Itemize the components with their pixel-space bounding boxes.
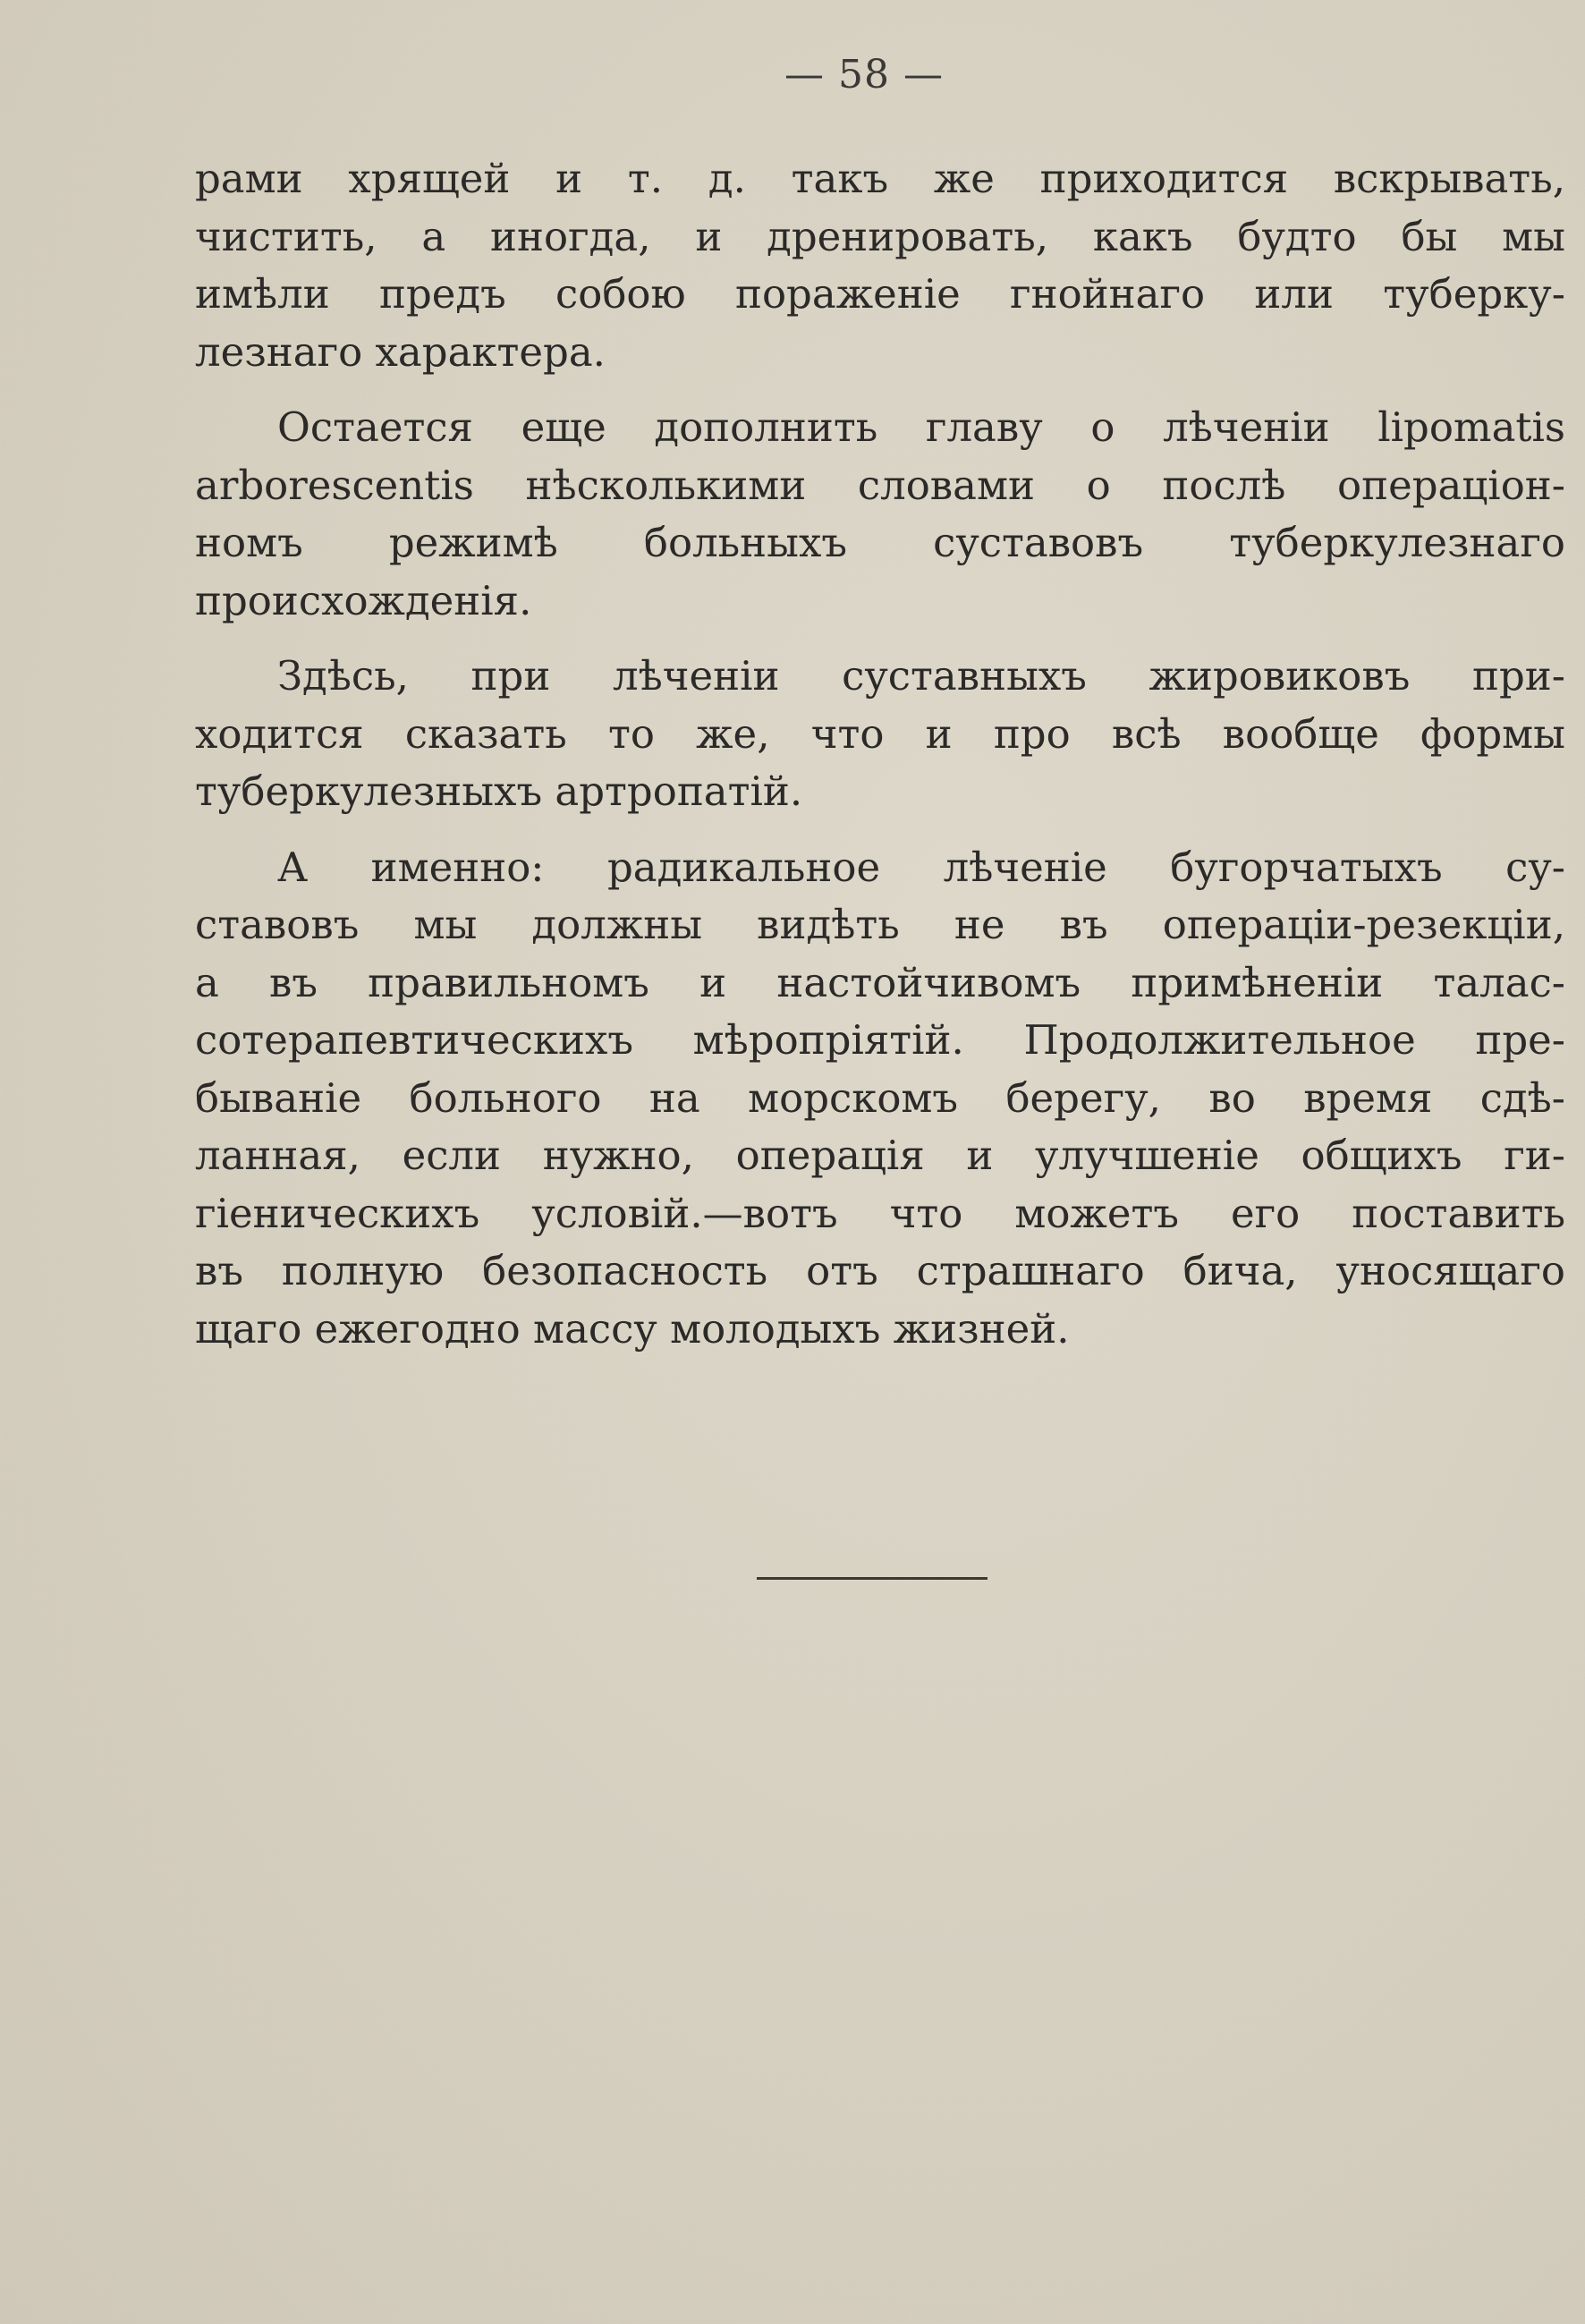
text-line: происхожденія. — [195, 576, 532, 624]
text-line: въ полную безопасность отъ страшнаго бича, уносящаго — [195, 1247, 1565, 1294]
text-line: номъ режимѣ больныхъ суставовъ туберкулезнаго — [195, 519, 1565, 566]
text-line: сотерапевтическихъ мѣропріятій. Продолжительное пре- — [195, 1016, 1565, 1064]
text-line: гіеническихъ условій.—вотъ что можетъ его поставить — [195, 1189, 1565, 1237]
text-line: туберкулезныхъ артропатій. — [195, 768, 803, 815]
text-line: щаго ежегодно массу молодыхъ жизней. — [195, 1304, 1070, 1353]
text-line: ставовъ мы должны видѣть не въ операціи-резекціи, — [195, 901, 1565, 948]
text-line: ходится сказать то же, что и про всѣ вообще формы — [195, 709, 1565, 758]
page-number: — 58 — — [784, 52, 944, 98]
text-line: Остается еще дополнить главу о лѣченіи lipomatis — [277, 403, 1565, 451]
text-line: бываніе больного на морскомъ берегу, во время сдѣ- — [195, 1073, 1565, 1122]
text-line: чистить, а иногда, и дренировать, какъ будто бы мы — [195, 212, 1565, 260]
text-line: а въ правильномъ и настойчивомъ примѣненіи талас- — [195, 958, 1565, 1006]
text-line: лезнаго характера. — [195, 327, 606, 376]
text-line: arborescentis нѣсколькими словами о послѣ операціон- — [195, 461, 1565, 509]
text-line: А именно: радикальное лѣченіе бугорчатыхъ су- — [277, 843, 1565, 891]
text-line: Здѣсь, при лѣченіи суставныхъ жировиковъ при- — [277, 652, 1565, 700]
body-text — [195, 150, 1565, 1358]
text-line: ланная, если нужно, операція и улучшеніе общихъ ги- — [195, 1132, 1565, 1179]
paragraph — [195, 648, 1565, 821]
section-end-rule — [757, 1577, 987, 1580]
paragraph — [195, 150, 1565, 381]
text-line: рами хрящей и т. д. такъ же приходится вскрывать, — [195, 155, 1565, 202]
paragraph — [195, 839, 1565, 1359]
paragraph — [195, 399, 1565, 630]
text-line: имѣли предъ собою пораженіе гнойнаго или туберку- — [195, 270, 1565, 318]
